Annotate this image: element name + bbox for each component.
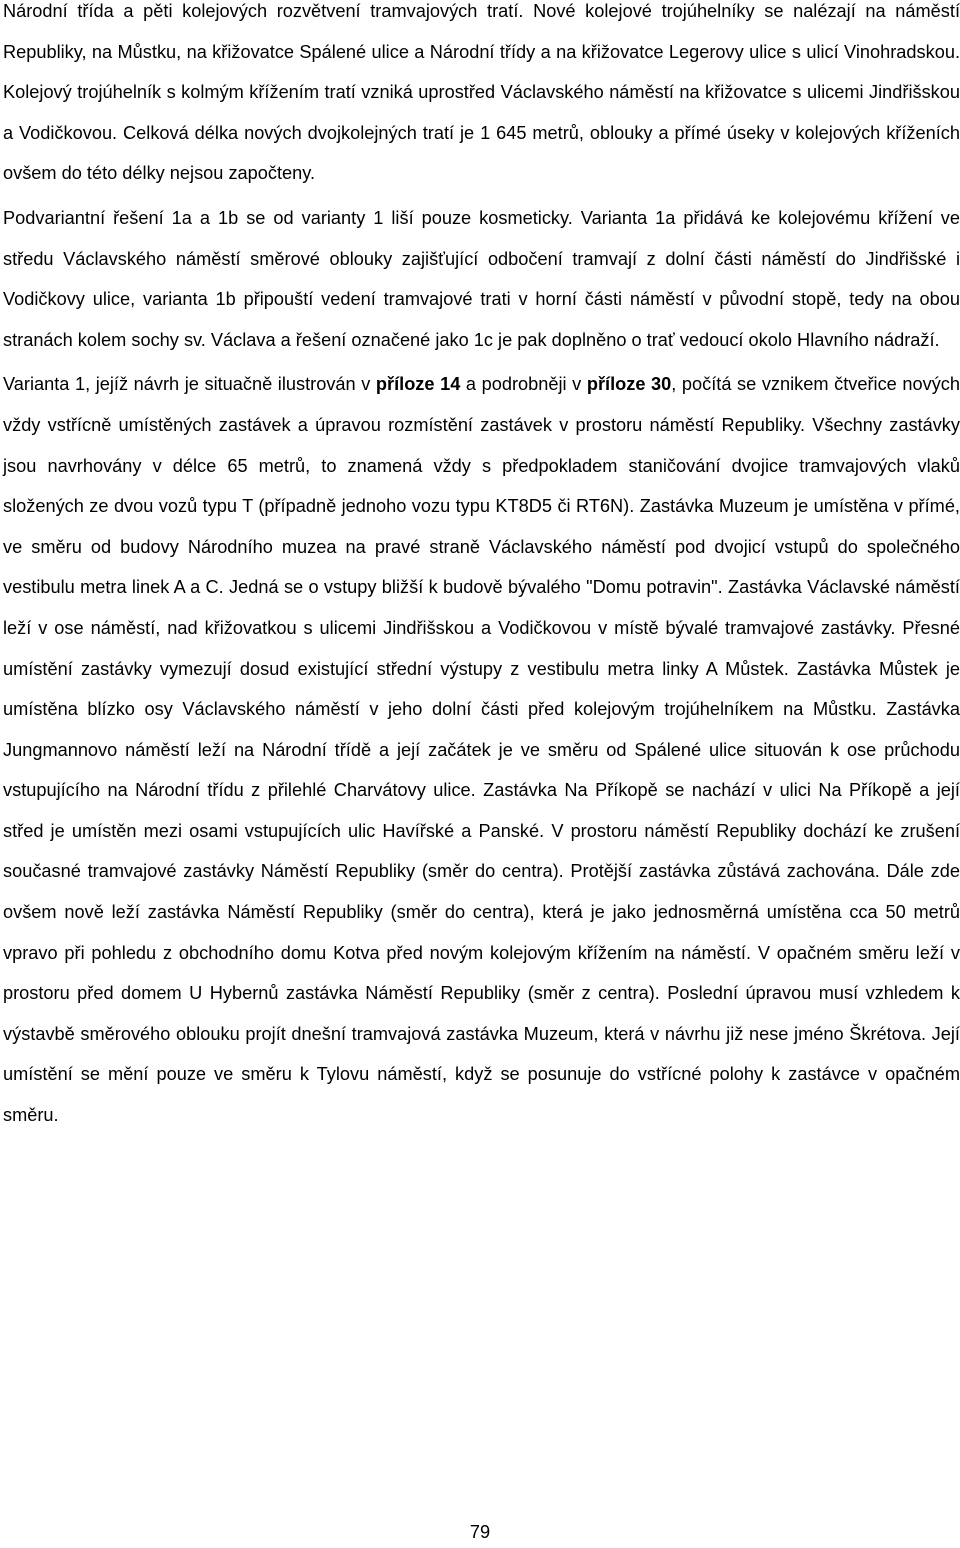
page-number: 79 [469,1522,491,1542]
document-page [3,0,960,1136]
paragraph-text: a podrobněji v [460,374,587,395]
appendix-reference-14: příloze 14 [375,374,461,395]
paragraph-text: , počítá se vznikem čtveřice nových vždy vstřícně umístěných zastávek a úpravou rozmístění zastávek v prostoru náměstí Republiky. Všechny zastávky jsou navrhovány v délce 65 metrů, to znamená vždy s předpokladem staničování dvojice tramvajových vlaků složených ze dvou vozů typu T (případně jednoho vozu typu KT8D5 či RT6N). Zastávka Muzeum je umístěna v přímé, ve směru od budovy Národního muzea na pravé straně Václavského náměstí pod dvojicí vstupů do společného vestibulu metra linek A a C. Jedná se o vstupy bližší k budově bývalého "Domu potravin". Zastávka Václavské náměstí leží v ose náměstí, nad křižovatkou s ulicemi Jindřišskou a Vodičkovou v místě bývalé tramvajové zastávky. Přesné umístění zastávky vymezují dosud existující střední výstupy z vestibulu metra linky A Můstek. Zastávka Můstek je umístěna blízko osy Václavského náměstí v jeho dolní části před kolejovým trojúhelníkem na Můstku. Zastávka Jungmannovo náměstí leží na Národní třídě a její začátek je ve směru od Spálené ulice situován k ose průchodu vstupujícího na Národní třídu z přilehlé Charvátovy ulice. Zastávka Na Příkopě se nachází v ulici Na Příkopě a její střed je umístěn mezi osami vstupujících ulic Havířské a Panské. V prostoru náměstí Republiky dochází ke zrušení současné tramvajové zastávky Náměstí Republiky (směr do centra). Protější zastávka zůstává zachována. Dále zde ovšem nově leží zastávka Náměstí Republiky (směr do centra), která je jako jednosměrná umístěna cca 50 metrů vpravo při pohledu z obchodního domu Kotva před novým kolejovým křížením na náměstí. V opačném směru leží v prostoru před domem U Hybernů zastávka Náměstí Republiky (směr z centra). Poslední úpravou musí vzhledem k výstavbě směrového oblouku projít dnešní tramvajová zastávka Muzeum, která v návrhu již nese jméno Škrétova. Její umístění se mění pouze ve směru k Tylovu náměstí, když se posunuje do vstřícné polohy k zastávce v opačném směru. [3,374,960,1126]
appendix-reference-30: příloze 30 [586,374,672,395]
paragraph-text: Varianta 1, jejíž návrh je situačně ilustrován v [3,374,376,395]
paragraph-variant-1-stops [3,364,960,1135]
paragraph-tram-network-intro: Národní třída a pěti kolejových rozvětvení tramvajových tratí. Nové kolejové trojúhelníky se nalézají na náměstí Republiky, na Můstku, na křižovatce Spálené ulice a Národní třídy a na křižovatce Legerovy ulice s ulicí Vinohradskou. Kolejový trojúhelník s kolmým křížením tratí vzniká uprostřed Václavského náměstí na křižovatce s ulicemi Jindřišskou a Vodičkovou. Celková délka nových dvojkolejných tratí je 1 645 metrů, oblouky a přímé úseky v kolejových kříženích ovšem do této délky nejsou započteny. [3,1,960,184]
paragraph-subvariants: Podvariantní řešení 1a a 1b se od varianty 1 liší pouze kosmeticky. Varianta 1a přidává ke kolejovému křížení ve středu Václavského náměstí směrové oblouky zajišťující odbočení tramvají z dolní části náměstí do Jindřišské i Vodičkovy ulice, varianta 1b připouští vedení tramvajové trati v horní části náměstí v původní stopě, tedy na obou stranách kolem sochy sv. Václava a řešení označené jako 1c je pak doplněno o trať vedoucí okolo Hlavního nádraží. [3,207,960,350]
